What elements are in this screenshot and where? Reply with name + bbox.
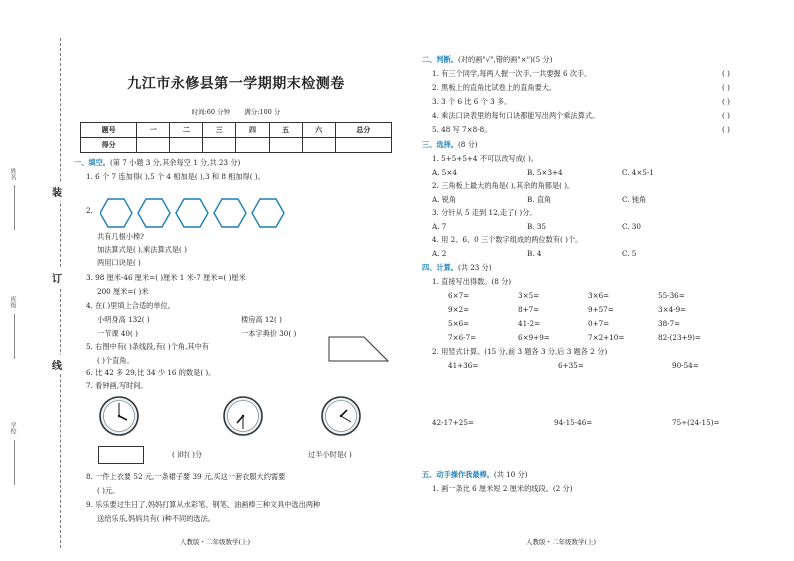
clock-icon-2 [222, 395, 264, 437]
q1-4a: 小明身高 132( ) [97, 315, 150, 324]
score-cell: 题号 [81, 123, 137, 138]
q1-4: 4. 在( )里填上合适的单位。 [86, 301, 175, 310]
hexagon-stick-shape [176, 199, 208, 227]
q1-7-answer-2: ( )时( )分 [172, 450, 203, 459]
q1-2-num: 2. [86, 206, 93, 215]
q1-9a: 9. 乐乐要过生日了,妈妈打算从水彩笔、钢笔、油画棒三种文具中选出两种 [86, 500, 321, 509]
choice-option[interactable]: B. 直角 [527, 195, 552, 204]
judge-item: 3. 3 个 6 比 6 个 3 多。 [432, 97, 512, 106]
judge-item: 2. 黑板上的直角比试卷上的直角要大。 [432, 83, 557, 92]
choice-q1: 1. 5+5+5+4 不可以改写成( )。 [432, 154, 538, 163]
name-line[interactable] [14, 185, 15, 230]
choice-option[interactable]: B. 4 [527, 249, 542, 258]
q1-2a: 共有几根小棒? [97, 232, 144, 241]
score-table-score-row [81, 138, 392, 153]
q1-4d: 一本字典价 30( ) [241, 329, 297, 338]
calc-item: 55-36= [658, 291, 685, 300]
vertical-calc: 6+35= [558, 361, 584, 370]
clock-icon-1 [98, 395, 140, 437]
trapezoid-shape [329, 337, 388, 361]
score-cell: 六 [302, 123, 335, 138]
binding-char-2: 订 [52, 268, 62, 287]
score-cell: 一 [137, 123, 170, 138]
section-3-heading [422, 140, 478, 149]
section-note: (8 分) [457, 140, 478, 149]
section-heading: 三、选择。 [422, 140, 458, 149]
section-heading: 四、计算。 [422, 263, 458, 272]
q1-3b: 200 厘米=( )米 [97, 287, 149, 296]
section-heading: 五、动手操作我最棒。 [422, 470, 494, 479]
q1-8a: 8. 一件上衣要 52 元,一条裙子要 39 元,买这一套衣服大约需要 [86, 472, 286, 481]
hexagons-illustration [100, 198, 290, 228]
binding-char-3: 线 [52, 355, 62, 374]
calc-item: 7×6-7= [448, 333, 477, 342]
school-line[interactable] [14, 440, 15, 485]
footer-left: 人教版・二年级数学(上) [180, 538, 251, 546]
judge-bracket[interactable]: ( ) [722, 69, 730, 78]
section-note: (第 7 小题 3 分,其余每空 1 分,共 23 分) [109, 158, 241, 167]
section-note: (共 23 分) [457, 263, 492, 272]
vertical-calc: 75÷(24-15)= [672, 418, 720, 427]
score-input-cell[interactable] [137, 138, 170, 153]
class-line[interactable] [14, 314, 15, 359]
choice-option[interactable]: A. 5×4 [432, 168, 457, 177]
binding-margin [0, 0, 72, 561]
clock-icon-3 [320, 395, 362, 437]
choice-option[interactable]: C. 钝角 [622, 195, 647, 204]
q1-9b: 送给乐乐,妈妈共有( )种不同的选法。 [97, 514, 215, 523]
choice-q2: 2. 三角板上最大的角是( ),其余的角都是( )。 [432, 181, 575, 190]
score-input-cell[interactable] [335, 138, 391, 153]
school-label: 学校 [9, 422, 16, 434]
binding-line [60, 38, 61, 548]
score-cell: 总分 [335, 123, 391, 138]
q1-2c: 两用口诀是( ) [97, 258, 141, 267]
q1-4c: 一节课 40( ) [97, 329, 138, 338]
choice-option[interactable]: C. 4×5-1 [622, 168, 654, 177]
left-column [74, 0, 392, 561]
hexagon-stick-shape [214, 199, 246, 227]
judge-item: 5. 48 写 7×8-8。 [432, 125, 492, 134]
score-cell: 得分 [81, 138, 137, 153]
draw-q1: 1. 画一条比 6 厘米短 2 厘米的线段。(2 分) [432, 484, 573, 493]
choice-q3: 3. 分针从 5 走到 12,走了( )分。 [432, 208, 537, 217]
judge-bracket[interactable]: ( ) [722, 83, 730, 92]
q1-8b: ( )元。 [97, 486, 120, 495]
binding-char-1: 装 [52, 182, 62, 201]
vertical-calc: 90-54= [672, 361, 699, 370]
section-note: (共 10 分) [493, 470, 528, 479]
calc-q1: 1. 直接写出得数。(8 分) [432, 277, 512, 286]
calc-item: 3×4-9= [658, 305, 687, 314]
choice-option[interactable]: C. 30 [622, 222, 641, 231]
score-cell: 二 [170, 123, 203, 138]
right-column [422, 0, 762, 561]
judge-bracket[interactable]: ( ) [722, 125, 730, 134]
trapezoid-figure [328, 336, 390, 362]
calc-item: 7×2+10= [588, 333, 625, 342]
exam-total-score: 满分:100 分 [244, 108, 281, 116]
calc-item: 3×6= [588, 291, 610, 300]
score-cell: 三 [203, 123, 236, 138]
score-input-cell[interactable] [236, 138, 269, 153]
judge-bracket[interactable]: ( ) [722, 97, 730, 106]
score-input-cell[interactable] [170, 138, 203, 153]
score-cell: 四 [236, 123, 269, 138]
class-label: 班级 [9, 296, 16, 308]
hexagon-stick-shape [252, 199, 284, 227]
score-input-cell[interactable] [269, 138, 302, 153]
hexagon-stick-shape [100, 199, 132, 227]
choice-q4: 4. 用 2、6、0 三个数字组成的两位数有( )个。 [432, 235, 583, 244]
calc-item: 3×5= [518, 291, 540, 300]
section-1-heading [74, 158, 240, 167]
q1-7: 7. 看钟画,写时间。 [86, 381, 148, 390]
time-answer-box[interactable] [98, 446, 144, 464]
choice-option[interactable]: A. 2 [432, 249, 447, 258]
calc-q2: 2. 用竖式计算。(15 分,前 3 题各 3 分,后 3 题各 2 分) [432, 347, 608, 356]
choice-option[interactable]: A. 锐角 [432, 195, 457, 204]
calc-item: 6×9+9= [518, 333, 550, 342]
judge-item: 4. 乘法口诀表里的每句口诀都能写出两个乘法算式。 [432, 111, 600, 120]
calc-item: 6×7= [448, 291, 470, 300]
q1-5a: 5. 右图中有( )条线段,有( )个角,其中有 [86, 342, 209, 351]
q1-4b: 楼房高 12( ) [241, 315, 282, 324]
score-table-header-row [81, 123, 392, 138]
vertical-calc: 41+36= [448, 361, 479, 370]
choice-option[interactable]: B. 35 [527, 222, 546, 231]
calc-item: 41-2= [518, 319, 541, 328]
q1-3a: 3. 98 厘米-46 厘米=( )厘米 1 米-7 厘米=( )厘米 [86, 273, 246, 282]
calc-item: 82-(23+9)= [658, 333, 701, 342]
calc-item: 0+7= [588, 319, 610, 328]
section-heading: 二、判断。 [422, 55, 458, 64]
score-cell: 五 [269, 123, 302, 138]
calc-item: 9×2= [448, 305, 470, 314]
judge-item: 1. 有三个同学,每两人握一次手,一共要握 6 次手。 [432, 69, 592, 78]
calc-item: 9+57= [588, 305, 614, 314]
calc-item: 8+7= [518, 305, 540, 314]
page-title: 九江市永修县第一学期期末检测卷 [127, 76, 345, 92]
calc-item: 38-7= [658, 319, 681, 328]
exam-meta [80, 107, 392, 116]
vertical-calc: 94-15-46= [554, 418, 593, 427]
score-input-cell[interactable] [203, 138, 236, 153]
section-heading: 一、填空。 [74, 158, 110, 167]
q1-7-answer-3: 过半小时是( ) [308, 450, 352, 459]
hexagon-stick-shape [138, 199, 170, 227]
footer-right: 人教版・二年级数学(上) [526, 538, 597, 546]
section-4-heading [422, 263, 492, 272]
q1-6: 6. 比 42 多 29,比 34 少 16 的数是( )。 [86, 368, 216, 377]
section-2-heading [422, 55, 552, 64]
score-input-cell[interactable] [302, 138, 335, 153]
q1-5b: ( )个直角。 [97, 356, 134, 365]
exam-time: 时间:60 分钟 [191, 108, 231, 116]
section-note: (对的画"√",错的画"×")(5 分) [457, 55, 553, 64]
name-label: 姓名 [9, 168, 16, 180]
judge-bracket[interactable]: ( ) [722, 111, 730, 120]
choice-option[interactable]: B. 5×3+4 [527, 168, 563, 177]
q1-1: 1. 6 个 7 连加得( ),5 个 4 相加是( ),3 和 8 相加得( )。 [86, 172, 265, 181]
choice-option[interactable]: A. 7 [432, 222, 447, 231]
vertical-calc: 42-17+25= [432, 418, 474, 427]
q1-2b: 加法算式是( ),乘法算式是( ) [97, 245, 187, 254]
choice-option[interactable]: C. 5 [622, 249, 637, 258]
calc-item: 5×6= [448, 319, 470, 328]
score-table [80, 122, 392, 153]
section-5-heading [422, 470, 528, 479]
